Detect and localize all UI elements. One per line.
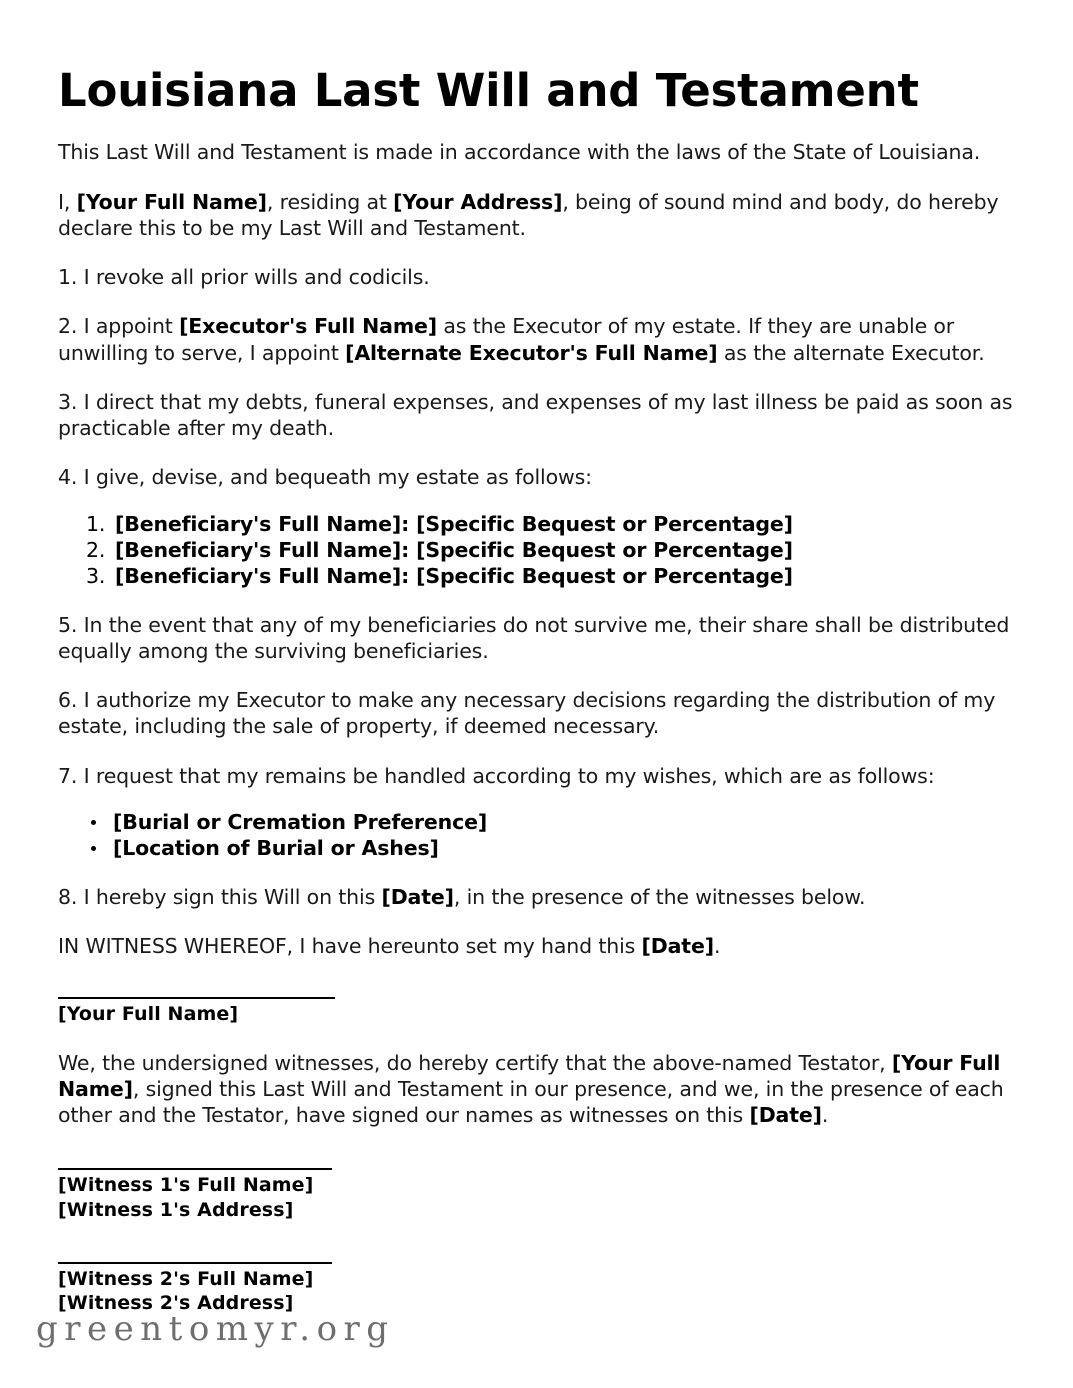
remains-preference-list (58, 789, 1018, 861)
declaration-paragraph (58, 166, 1018, 241)
certification-part3: . (821, 1103, 829, 1128)
clause-3-text: 3. I direct that my debts, funeral expenses, and expenses of my last illness be paid as soon as practicable after my death. (58, 389, 1013, 441)
document-content (58, 0, 1018, 1316)
clause-5-text: 5. In the event that any of my beneficiaries do not survive me, their share shall be distributed equally among the surviving beneficiaries. (58, 612, 1010, 663)
beneficiary-bequest: [Specific Bequest or Percentage] (416, 537, 793, 562)
beneficiary-separator: : (401, 511, 417, 536)
clause-3-paragraph (58, 366, 1018, 441)
testator-address-placeholder: [Your Address] (393, 189, 563, 214)
testator-signature-name: [Your Full Name] (58, 1003, 239, 1026)
beneficiary-name: [Beneficiary's Full Name] (115, 537, 402, 562)
list-item (58, 563, 1018, 589)
attestation-part2: . (713, 934, 721, 959)
clause-6-paragraph (58, 664, 1018, 739)
testator-signature-block (58, 959, 1018, 1026)
clause-2-paragraph (58, 290, 1018, 365)
signing-date-placeholder: [Date] (381, 884, 454, 909)
witness-1-name: [Witness 1's Full Name] (58, 1174, 314, 1197)
clause-1-text: 1. I revoke all prior wills and codicils. (58, 265, 430, 290)
beneficiary-bequest: [Specific Bequest or Percentage] (416, 511, 793, 536)
beneficiary-bequest: [Specific Bequest or Percentage] (416, 563, 793, 588)
attestation-date-placeholder: [Date] (641, 934, 714, 959)
clause-4-text: 4. I give, devise, and bequeath my estate as follows: (58, 465, 592, 490)
list-item (58, 511, 1018, 537)
clause-5-paragraph (58, 589, 1018, 664)
beneficiary-separator: : (401, 537, 417, 562)
attestation-part1: IN WITNESS WHEREOF, I have hereunto set my hand this (58, 934, 642, 959)
certification-part1: We, the undersigned witnesses, do hereby certify that the above-named Testator, (58, 1050, 892, 1075)
page-title: Louisiana Last Will and Testament (58, 64, 919, 117)
clause-7-text: 7. I request that my remains be handled according to my wishes, which are as follows: (58, 763, 935, 788)
witness-2-name: [Witness 2's Full Name] (58, 1267, 314, 1290)
witness-2-address: [Witness 2's Address] (58, 1292, 294, 1315)
witness-certification-paragraph (58, 1027, 1018, 1129)
executor-name-placeholder: [Executor's Full Name] (179, 314, 438, 339)
beneficiary-name: [Beneficiary's Full Name] (115, 563, 402, 588)
certification-testator-name: [Your Full Name] (58, 1050, 1001, 1101)
testator-name-placeholder: [Your Full Name] (76, 189, 267, 214)
list-item (58, 537, 1018, 563)
witness-2-signature-line (58, 1262, 332, 1264)
beneficiary-name: [Beneficiary's Full Name] (115, 511, 402, 536)
clause-2-part2: as the Executor of my estate. If they are unable or unwilling to serve, I appoint (58, 314, 955, 365)
list-item (58, 835, 1018, 861)
clause-8-part2: , in the presence of the witnesses below. (453, 884, 866, 909)
witness-1-signature-line (58, 1168, 332, 1170)
beneficiary-separator: : (401, 563, 417, 588)
clause-1-paragraph (58, 241, 1018, 290)
clause-8-paragraph (58, 861, 1018, 910)
declaration-part1: I, (58, 189, 77, 214)
witness-1-signature-block (58, 1128, 1018, 1222)
clause-8-part1: 8. I hereby sign this Will on this (58, 884, 382, 909)
site-watermark: greentomyr.org (36, 1309, 395, 1349)
declaration-part3: , being of sound mind and body, do hereby declare this to be my Last Will and Testament. (58, 189, 999, 240)
witness-1-address: [Witness 1's Address] (58, 1198, 294, 1221)
burial-location-placeholder: [Location of Burial or Ashes] (113, 835, 439, 860)
witness-2-signature-block (58, 1222, 1018, 1316)
clause-6-text: 6. I authorize my Executor to make any necessary decisions regarding the distribution of my estate, including the sale of property, if deemed necessary. (58, 688, 996, 739)
attestation-paragraph (58, 910, 1018, 959)
clause-2-part1: 2. I appoint (58, 314, 180, 339)
certification-part2: , signed this Last Will and Testament in our presence, and we, in the presence of each other and the Testator, have signed our names as witnesses on this (58, 1076, 1004, 1128)
signature-line (58, 997, 335, 999)
clause-7-paragraph (58, 740, 1018, 789)
beneficiary-list (58, 491, 1018, 589)
clause-4-paragraph (58, 441, 1018, 490)
declaration-part2: , residing at (266, 189, 394, 214)
certification-date-placeholder: [Date] (749, 1103, 822, 1128)
burial-preference-placeholder: [Burial or Cremation Preference] (113, 809, 488, 834)
alternate-executor-name-placeholder: [Alternate Executor's Full Name] (345, 340, 718, 365)
intro-text: This Last Will and Testament is made in accordance with the laws of the State of Louisiana. (58, 140, 981, 165)
list-item (58, 809, 1018, 835)
clause-2-part3: as the alternate Executor. (717, 340, 985, 365)
intro-paragraph (58, 116, 1018, 165)
